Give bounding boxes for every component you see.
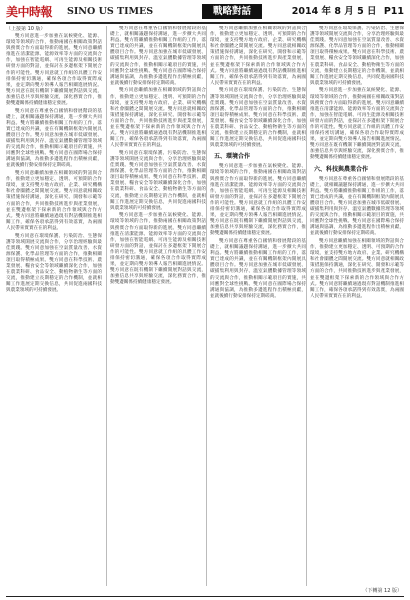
paragraph: 雙方同意在環境保護、污染防治、生態保護等領域開展交流與合作，分享治理經驗與最佳實踐。雙方同意加強在空氣質量改善、水資源保護、化學品管理等方面的合作，推動相關項目取得積極成果。雙方同意在科學技術、農業發展、糧食安全等領域繼續深化合作，加強在農業科研、食品安全、動植物衛生等方面的交流，推動建立長期穩定的合作機制，並就相關工作進展定期交換信息，共同促進兩國科技與農業領域的可持續發展。 [6, 233, 102, 294]
paragraph: 雙方同意在尊重各自國情和發展階段的基礎上，就相關議題保持溝通，進一步擴大共同利益。雙方將繼續推動相關工作組的工作，落實已達成的共識，並在有關機制框架內開展具體項目合作。雙方同意加強在城市低碳發展、碳捕集利用與封存、溫室氣體數據管理等領域的交流與合作，推動相關示範項目的實施，共同應對全球性挑戰。雙方同意在國際場合保持溝通與協調，為推動多邊進程作出積極貢獻，並就後續行動安排保持定期磋商。 [110, 26, 206, 86]
article-columns [6, 26, 404, 586]
masthead-rule [6, 22, 404, 24]
paragraph: 雙方同意在環境保護、污染防治、生態保護等領域開展交流與合作，分享治理經驗與最佳實踐。雙方同意加強在空氣質量改善、水資源保護、化學品管理等方面的合作，推動相關項目取得積極成果。雙方同意在科學技術、農業發展、糧食安全等領域繼續深化合作，加強在農業科研、食品安全、動植物衛生等方面的交流，推動建立長期穩定的合作機制，並就相關工作進展定期交換信息，共同促進兩國科技與農業領域的可持續發展。 [210, 88, 306, 149]
paragraph: 雙方同意進一步加強在氣候變化、能源、環境等領域的合作，推動兩國在相關政策對話與務實合作方面取得新的進展。雙方同意繼續推進在清潔能源、能源效率等方面的交流與合作，加強在智能電網、可再生能源及相關技術研發方面的對話，並探討在多邊框架下開展合作的可能性。雙方同意就工作組的具體工作安排保持密切溝通，確保各項合作取得實際成果，並定期向雙方領導人報告相關進展情況。雙方同意在既有機制下繼續開展對話與交流，加強信息共享與經驗交流，深化務實合作，推動雙邊關係持續健康穩定發展。 [110, 213, 206, 286]
paragraph: 雙方同意進一步加強在氣候變化、能源、環境等領域的合作，推動兩國在相關政策對話與務實合作方面取得新的進展。雙方同意繼續推進在清潔能源、能源效率等方面的交流與合作，加強在智能電網、可再生能源及相關技術研發方面的對話，並探討在多邊框架下開展合作的可能性。雙方同意就工作組的具體工作安排保持密切溝通，確保各項合作取得實際成果，並定期向雙方領導人報告相關進展情況。雙方同意在既有機制下繼續開展對話與交流，加強信息共享與經驗交流，深化務實合作，推動雙邊關係持續健康穩定發展。 [210, 164, 306, 237]
column-1-body [6, 34, 102, 294]
column-4 [310, 26, 404, 586]
section-heading-science-agriculture: 六、科技與農業合作 [314, 165, 369, 173]
continued-from-note: （上接第 10 版） [6, 26, 46, 32]
continued-to-note: （下轉第 12 版） [362, 588, 402, 594]
section-banner: 戰略對話 [202, 4, 262, 19]
paragraph: 雙方同意進一步加強在氣候變化、能源、環境等領域的合作，推動兩國在相關政策對話與務實合作方面取得新的進展。雙方同意繼續推進在清潔能源、能源效率等方面的交流與合作，加強在智能電網、可再生能源及相關技術研發方面的對話，並探討在多邊框架下開展合作的可能性。雙方同意就工作組的具體工作安排保持密切溝通，確保各項合作取得實際成果，並定期向雙方領導人報告相關進展情況。雙方同意在既有機制下繼續開展對話與交流，加強信息共享與經驗交流，深化務實合作，推動雙邊關係持續健康穩定發展。 [310, 88, 404, 161]
paragraph: 雙方同意繼續加強在相關領域的對話與合作，推動建立更加穩定、透明、可預期的合作環境，並支持雙方地方政府、企業、研究機構和社會團體之間開展交流。雙方同意就相關政策措施保持溝通，深化在研究、開發和示範等方面的合作，共同推動技術進步與產業發展，並在雙邊框架下探索新的合作領域與合作方式。雙方同意將繼續通過現有對話機制推進相關工作，確保各項承諾得到有效落實，為兩國人民帶來實實在在的利益。 [110, 88, 206, 149]
paragraph: 雙方同意在尊重各自國情和發展階段的基礎上，就相關議題保持溝通，進一步擴大共同利益。雙方將繼續推動相關工作組的工作，落實已達成的共識，並在有關機制框架內開展具體項目合作。雙方同意加強在城市低碳發展、碳捕集利用與封存、溫室氣體數據管理等領域的交流與合作，推動相關示範項目的實施，共同應對全球性挑戰。雙方同意在國際場合保持溝通與協調，為推動多邊進程作出積極貢獻，並就後續行動安排保持定期磋商。 [210, 239, 306, 299]
footer-rule [6, 596, 404, 597]
paragraph: 雙方同意繼續加強在相關領域的對話與合作，推動建立更加穩定、透明、可預期的合作環境，並支持雙方地方政府、企業、研究機構和社會團體之間開展交流。雙方同意就相關政策措施保持溝通，深化在研究、開發和示範等方面的合作，共同推動技術進步與產業發展，並在雙邊框架下探索新的合作領域與合作方式。雙方同意將繼續通過現有對話機制推進相關工作，確保各項承諾得到有效落實，為兩國人民帶來實實在在的利益。 [210, 26, 306, 86]
column-4-body [310, 26, 404, 162]
newspaper-logo: 美中時報 [6, 5, 53, 19]
column-3-body [210, 26, 306, 149]
column-2-body [110, 26, 206, 286]
column-3-body-continued [210, 164, 306, 300]
section-heading-environment: 五、環境合作 [214, 153, 251, 161]
paragraph: 雙方同意繼續加強在相關領域的對話與合作，推動建立更加穩定、透明、可預期的合作環境，並支持雙方地方政府、企業、研究機構和社會團體之間開展交流。雙方同意就相關政策措施保持溝通，深化在研究、開發和示範等方面的合作，共同推動技術進步與產業發展，並在雙邊框架下探索新的合作領域與合作方式。雙方同意將繼續通過現有對話機制推進相關工作，確保各項承諾得到有效落實，為兩國人民帶來實實在在的利益。 [6, 171, 102, 231]
column-4-body-continued [310, 177, 404, 300]
paragraph: 雙方同意在環境保護、污染防治、生態保護等領域開展交流與合作，分享治理經驗與最佳實踐。雙方同意加強在空氣質量改善、水資源保護、化學品管理等方面的合作，推動相關項目取得積極成果。雙方同意在科學技術、農業發展、糧食安全等領域繼續深化合作，加強在農業科研、食品安全、動植物衛生等方面的交流，推動建立長期穩定的合作機制，並就相關工作進展定期交換信息，共同促進兩國科技與農業領域的可持續發展。 [310, 26, 404, 86]
paragraph: 雙方同意在環境保護、污染防治、生態保護等領域開展交流與合作，分享治理經驗與最佳實踐。雙方同意加強在空氣質量改善、水資源保護、化學品管理等方面的合作，推動相關項目取得積極成果。雙方同意在科學技術、農業發展、糧食安全等領域繼續深化合作，加強在農業科研、食品安全、動植物衛生等方面的交流，推動建立長期穩定的合作機制，並就相關工作進展定期交換信息，共同促進兩國科技與農業領域的可持續發展。 [110, 150, 206, 211]
column-3 [210, 26, 306, 586]
page-number: P11 [383, 6, 404, 17]
paragraph: 雙方同意繼續加強在相關領域的對話與合作，推動建立更加穩定、透明、可預期的合作環境，並支持雙方地方政府、企業、研究機構和社會團體之間開展交流。雙方同意就相關政策措施保持溝通，深化在研究、開發和示範等方面的合作，共同推動技術進步與產業發展，並在雙邊框架下探索新的合作領域與合作方式。雙方同意將繼續通過現有對話機制推進相關工作，確保各項承諾得到有效落實，為兩國人民帶來實實在在的利益。 [310, 239, 404, 299]
brand-name-english: SINO US TIMES [67, 6, 154, 17]
dateline [292, 5, 404, 19]
column-1 [6, 26, 102, 586]
issue-date: 2014 年 8 月 5 日 [291, 6, 377, 17]
paragraph: 雙方同意進一步加強在氣候變化、能源、環境等領域的合作，推動兩國在相關政策對話與務實合作方面取得新的進展。雙方同意繼續推進在清潔能源、能源效率等方面的交流與合作，加強在智能電網、可再生能源及相關技術研發方面的對話，並探討在多邊框架下開展合作的可能性。雙方同意就工作組的具體工作安排保持密切溝通，確保各項合作取得實際成果，並定期向雙方領導人報告相關進展情況。雙方同意在既有機制下繼續開展對話與交流，加強信息共享與經驗交流，深化務實合作，推動雙邊關係持續健康穩定發展。 [6, 34, 102, 107]
masthead [6, 4, 404, 21]
column-2 [110, 26, 206, 586]
paragraph: 雙方同意在尊重各自國情和發展階段的基礎上，就相關議題保持溝通，進一步擴大共同利益。雙方將繼續推動相關工作組的工作，落實已達成的共識，並在有關機制框架內開展具體項目合作。雙方同意加強在城市低碳發展、碳捕集利用與封存、溫室氣體數據管理等領域的交流與合作，推動相關示範項目的實施，共同應對全球性挑戰。雙方同意在國際場合保持溝通與協調，為推動多邊進程作出積極貢獻，並就後續行動安排保持定期磋商。 [6, 108, 102, 169]
paragraph: 雙方同意在尊重各自國情和發展階段的基礎上，就相關議題保持溝通，進一步擴大共同利益。雙方將繼續推動相關工作組的工作，落實已達成的共識，並在有關機制框架內開展具體項目合作。雙方同意加強在城市低碳發展、碳捕集利用與封存、溫室氣體數據管理等領域的交流與合作，推動相關示範項目的實施，共同應對全球性挑戰。雙方同意在國際場合保持溝通與協調，為推動多邊進程作出積極貢獻，並就後續行動安排保持定期磋商。 [310, 176, 404, 237]
